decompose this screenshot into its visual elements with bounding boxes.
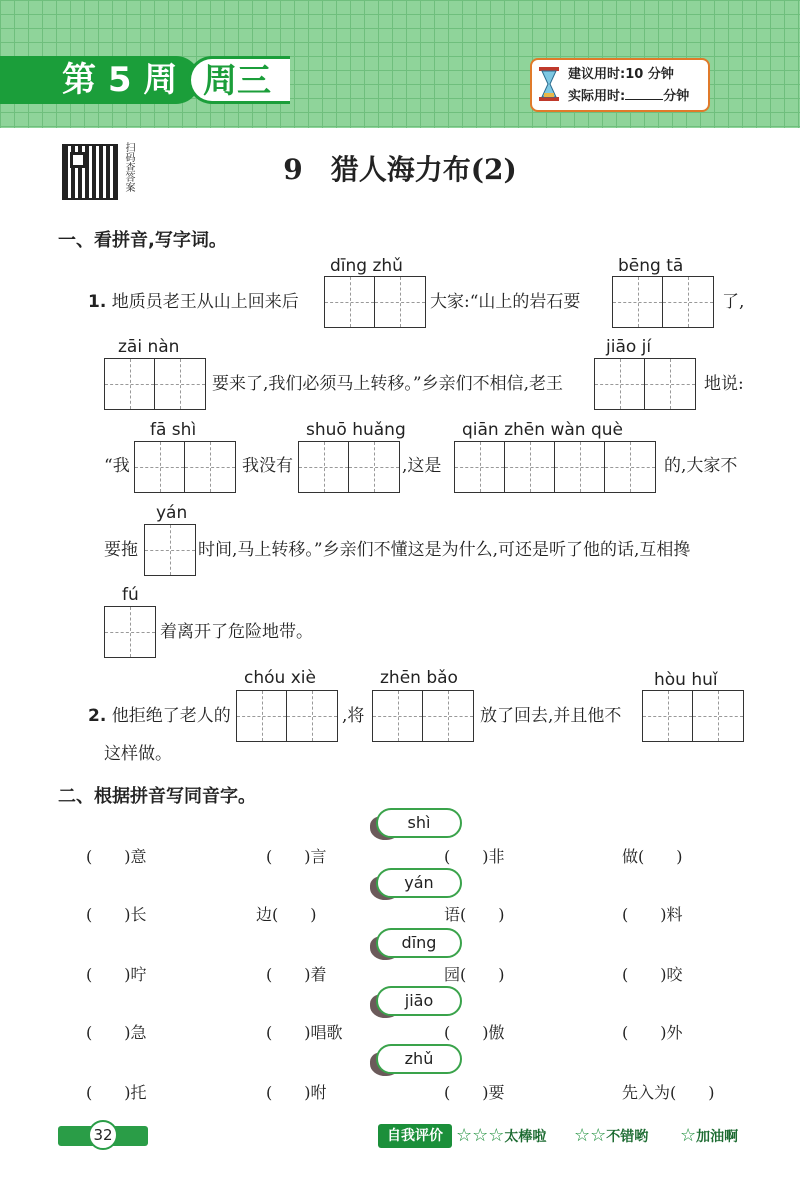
fill-blank[interactable]: ( )咬 xyxy=(622,965,683,984)
eval-option-3[interactable]: ☆☆☆太棒啦 xyxy=(456,1125,547,1146)
pinyin-chouxie: chóu xiè xyxy=(244,668,316,688)
answer-grid-zhenbao[interactable] xyxy=(372,690,474,742)
q1-line3d: 的,大家不 xyxy=(664,456,738,476)
answer-grid-yan[interactable] xyxy=(144,524,196,576)
pinyin-pill-shi: shì xyxy=(376,808,462,838)
grid-cell[interactable] xyxy=(505,442,555,492)
answer-grid-chouxie[interactable] xyxy=(236,690,338,742)
answer-grid-fashi[interactable] xyxy=(134,441,236,493)
fill-blank[interactable]: ( )要 xyxy=(444,1083,505,1102)
pinyin-bengta: bēng tā xyxy=(618,256,684,276)
q1-line1c: 了, xyxy=(722,292,745,312)
q1-line1b: 大家:“山上的岩石要 xyxy=(430,292,581,312)
grid-cell[interactable] xyxy=(375,277,425,327)
pinyin-fashi: fā shì xyxy=(150,420,197,440)
fill-blank[interactable]: ( )长 xyxy=(86,905,147,924)
answer-grid-fu[interactable] xyxy=(104,606,156,658)
fill-blank[interactable]: ( )咐 xyxy=(266,1083,327,1102)
pinyin-houhui: hòu huǐ xyxy=(654,670,718,690)
grid-cell[interactable] xyxy=(555,442,605,492)
pinyin-pill-yan: yán xyxy=(376,868,462,898)
grid-cell[interactable] xyxy=(595,359,645,409)
pinyin-zainan: zāi nàn xyxy=(118,337,180,357)
grid-cell[interactable] xyxy=(287,691,337,741)
grid-cell[interactable] xyxy=(105,607,155,657)
pinyin-shuohuang: shuō huǎng xyxy=(306,420,406,440)
suggested-time: 建议用时:10 分钟 xyxy=(568,67,674,82)
fill-blank[interactable]: 边( ) xyxy=(256,905,317,924)
actual-time: 实际用时: 分钟 xyxy=(568,89,690,104)
grid-cell[interactable] xyxy=(373,691,423,741)
fill-blank[interactable]: ( )唱歌 xyxy=(266,1023,343,1042)
pinyin-fu: fú xyxy=(122,585,139,605)
day-tab: 周三 xyxy=(188,56,290,104)
qr-label: 扫码查答案 xyxy=(123,142,134,192)
fill-blank[interactable]: ( )料 xyxy=(622,905,683,924)
pinyin-jiaoji: jiāo jí xyxy=(606,337,652,357)
fill-blank[interactable]: ( )急 xyxy=(86,1023,147,1042)
hourglass-icon xyxy=(538,66,560,102)
fill-blank[interactable]: ( )傲 xyxy=(444,1023,505,1042)
q1-line4a: 要拖 xyxy=(104,540,138,560)
fill-blank[interactable]: 做( ) xyxy=(622,847,683,866)
star-icon: ☆ xyxy=(680,1125,697,1146)
q1-line3a: “我 xyxy=(104,456,130,476)
grid-cell[interactable] xyxy=(155,359,205,409)
fill-blank[interactable]: 园( ) xyxy=(444,965,505,984)
q2-line2: 这样做。 xyxy=(104,744,172,764)
pinyin-dingzhu: dīng zhǔ xyxy=(330,256,403,276)
answer-grid-qianzhenwanque[interactable] xyxy=(454,441,656,493)
grid-cell[interactable] xyxy=(645,359,695,409)
actual-time-blank[interactable] xyxy=(625,99,663,100)
q1-line3c: ,这是 xyxy=(402,456,442,476)
pinyin-pill-zhu: zhǔ xyxy=(376,1044,462,1074)
grid-cell[interactable] xyxy=(237,691,287,741)
pinyin-qianzhenwanque: qiān zhēn wàn què xyxy=(462,420,623,440)
eval-option-2[interactable]: ☆☆不错哟 xyxy=(574,1125,649,1146)
grid-cell[interactable] xyxy=(135,442,185,492)
answer-grid-dingzhu[interactable] xyxy=(324,276,426,328)
section2-heading: 二、根据拼音写同音字。 xyxy=(58,786,256,807)
self-eval-label: 自我评价 xyxy=(378,1124,452,1148)
q1-line3b: 我没有 xyxy=(242,456,293,476)
week-tab: 第 5 周 xyxy=(0,56,200,104)
grid-cell[interactable] xyxy=(693,691,743,741)
grid-cell[interactable] xyxy=(299,442,349,492)
star-icon: ☆☆☆ xyxy=(456,1125,505,1146)
grid-cell[interactable] xyxy=(105,359,155,409)
pinyin-zhenbao: zhēn bǎo xyxy=(380,668,458,688)
q1-line4b: 时间,马上转移。”乡亲们不懂这是为什么,可还是听了他的话,互相搀 xyxy=(198,540,691,560)
fill-blank[interactable]: 语( ) xyxy=(444,905,505,924)
fill-blank[interactable]: ( )非 xyxy=(444,847,505,866)
grid-cell[interactable] xyxy=(185,442,235,492)
q2-line1: 2. 他拒绝了老人的 xyxy=(88,706,231,726)
star-icon: ☆☆ xyxy=(574,1125,607,1146)
grid-cell[interactable] xyxy=(349,442,399,492)
pinyin-pill-jiao: jiāo xyxy=(376,986,462,1016)
answer-grid-houhui[interactable] xyxy=(642,690,744,742)
grid-cell[interactable] xyxy=(145,525,195,575)
fill-blank[interactable]: ( )托 xyxy=(86,1083,147,1102)
answer-grid-bengta[interactable] xyxy=(612,276,714,328)
answer-grid-shuohuang[interactable] xyxy=(298,441,400,493)
q1-line2: 要来了,我们必须马上转移。”乡亲们不相信,老王 xyxy=(212,374,563,394)
fill-blank[interactable]: ( )意 xyxy=(86,847,147,866)
pinyin-pill-ding: dīng xyxy=(376,928,462,958)
grid-cell[interactable] xyxy=(643,691,693,741)
grid-cell[interactable] xyxy=(455,442,505,492)
fill-blank[interactable]: ( )咛 xyxy=(86,965,147,984)
grid-cell[interactable] xyxy=(613,277,663,327)
lesson-title: 9 猎人海力布(2) xyxy=(283,153,517,186)
grid-cell[interactable] xyxy=(605,442,655,492)
answer-grid-zainan[interactable] xyxy=(104,358,206,410)
q1-line5: 着离开了危险地带。 xyxy=(160,622,313,642)
section1-heading: 一、看拼音,写字词。 xyxy=(58,230,227,251)
fill-blank[interactable]: 先入为( ) xyxy=(622,1083,715,1102)
grid-cell[interactable] xyxy=(663,277,713,327)
eval-option-1[interactable]: ☆加油啊 xyxy=(680,1125,739,1146)
fill-blank[interactable]: ( )外 xyxy=(622,1023,683,1042)
q2-line1c: 放了回去,并且他不 xyxy=(480,706,622,726)
grid-cell[interactable] xyxy=(325,277,375,327)
grid-cell[interactable] xyxy=(423,691,473,741)
q1-line2b: 地说: xyxy=(704,374,744,394)
page-number: 32 xyxy=(88,1120,118,1150)
fill-blank[interactable]: ( )着 xyxy=(266,965,327,984)
q2-line1b: ,将 xyxy=(342,706,365,726)
pinyin-yan: yán xyxy=(156,503,188,523)
fill-blank[interactable]: ( )言 xyxy=(266,847,327,866)
answer-grid-jiaoji[interactable] xyxy=(594,358,696,410)
q1-line1: 1. 地质员老王从山上回来后 xyxy=(88,292,299,312)
